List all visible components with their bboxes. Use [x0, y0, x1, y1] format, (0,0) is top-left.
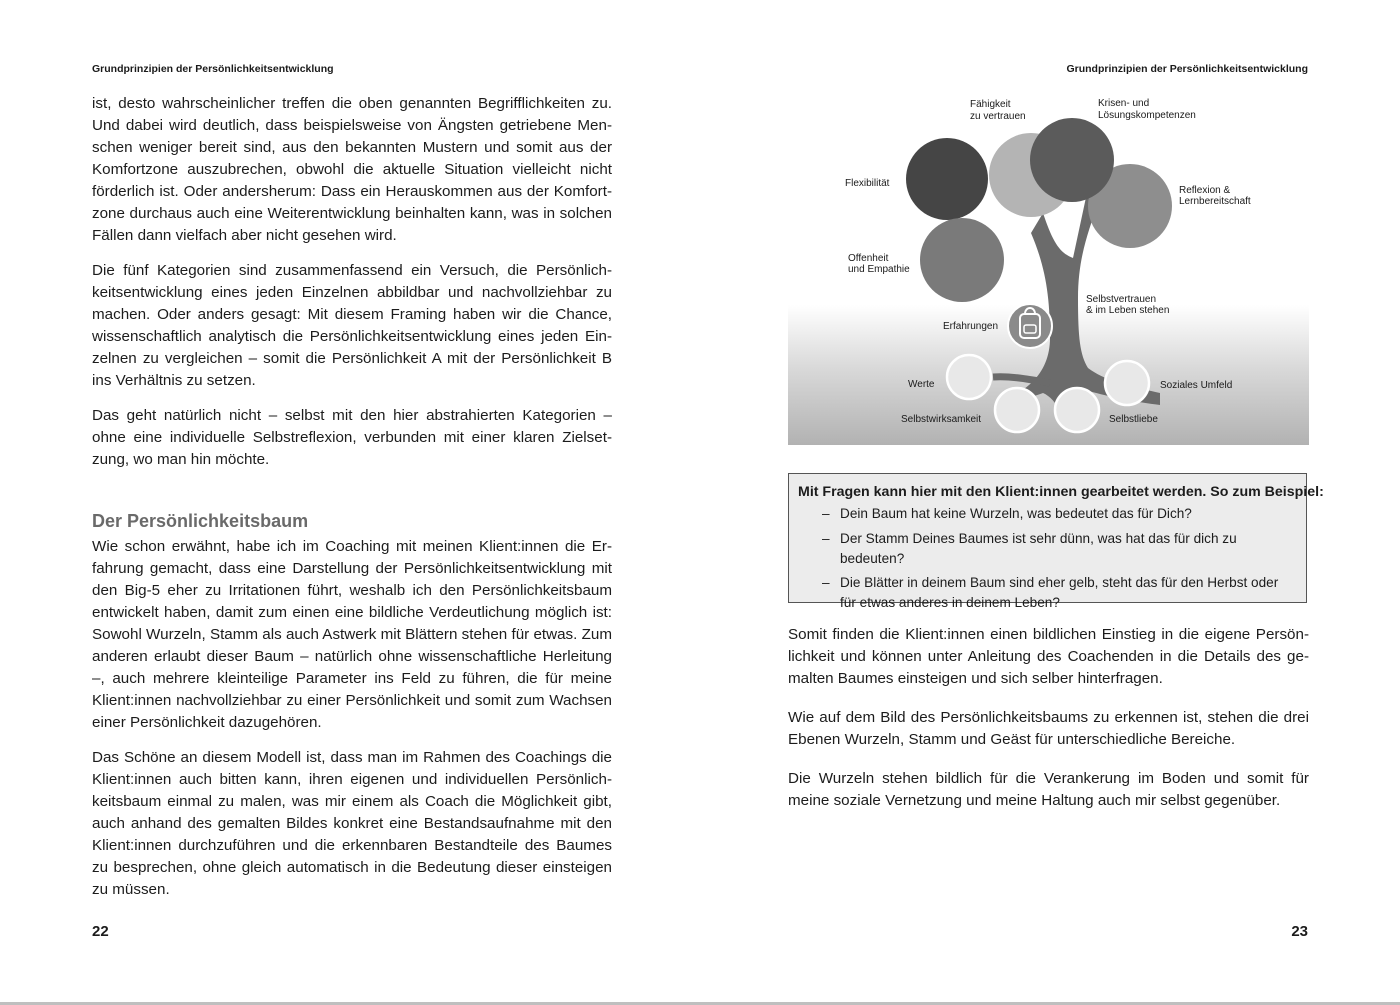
- left-text-column: [92, 93, 612, 914]
- running-head: Grundprinzipien der Persönlichkeitsentwicklung: [1066, 63, 1308, 75]
- label-soziales-umfeld: Soziales Umfeld: [1160, 380, 1233, 391]
- question-box-heading: Mit Fragen kann hier mit den Klient:innen gearbeitet werden. So zum Beispiel:: [798, 484, 1324, 500]
- paragraph: Wie schon erwähnt, habe ich im Coaching mit meinen Klient:innen die Erfahrung gemacht, dass eine Darstellung der Persönlichkeitsentwicklung mit den Big-5 eher zu Irritationen führt, weshalb ich den Persönlichkeitsbaum entwickelt haben, damit zum einen eine bildliche Verdeutlichung möglich ist: Sowohl Wurzeln, Stamm als auch Astwerk mit Blättern stehen für etwas. Zum anderen erlaubt dieser Baum – natürlich ohne wissenschaftliche Herleitung –, auch mehrere kleinteilige Parameter ins Feld zu führen, die für meine Klient:innen nachvollziehbar zu einer Persönlichkeit und somit zum Wachsen einer Persönlichkeit dazugehören.: [92, 538, 612, 731]
- label-werte: Werte: [908, 379, 935, 390]
- personality-tree-figure: [788, 93, 1309, 445]
- label-selbstvertrauen-line2: & im Leben stehen: [1086, 305, 1170, 316]
- label-selbstliebe: Selbstliebe: [1109, 414, 1158, 425]
- root-circle-selbstwirksamkeit: [995, 388, 1039, 432]
- question-item: [798, 573, 1297, 613]
- label-reflexion-line1: Reflexion &: [1179, 185, 1231, 196]
- page-number: 22: [92, 923, 109, 940]
- label-flexibilitaet: Flexibilität: [845, 178, 890, 189]
- label-krisen-line1: Krisen- und: [1098, 98, 1150, 109]
- leaf-circle-krisen: [1030, 118, 1114, 202]
- leaf-circle-offenheit: [920, 218, 1004, 302]
- dash-bullet: –: [822, 506, 830, 521]
- question-text: Dein Baum hat keine Wurzeln, was bedeutet das für Dich?: [840, 506, 1192, 521]
- running-head: Grundprinzipien der Persönlichkeitsentwicklung: [92, 63, 334, 75]
- paragraph: Das geht natürlich nicht – selbst mit den hier abstrahierten Kategorien – ohne eine individuelle Selbstreflexion, verbunden mit einer klaren Zielsetzung, wo man hin möchte.: [92, 407, 612, 468]
- dash-bullet: –: [822, 575, 830, 590]
- question-text: Die Blätter in deinem Baum sind eher gelb, steht das für den Herbst oder für etwas anderes in deinem Leben?: [840, 575, 1279, 610]
- paragraph: Das Schöne an diesem Modell ist, dass man im Rahmen des Coachings die Klient:innen auch bitten kann, ihren eigenen und individuellen Persönlichkeitsbaum einmal zu malen, was mir einem als Coach die Möglichkeit gibt, auch anhand des gemalten Bildes konkret eine Bestandsaufnahme mit den Klient:innen durchzuführen und die erkennbaren Bestandteile des Baumes zu besprechen, ohne gleich automatisch in die Bedeutung dieser einsteigen zu müssen.: [92, 749, 612, 898]
- left-page: [0, 0, 700, 1003]
- label-faehigkeit-line2: zu vertrauen: [970, 111, 1026, 122]
- question-item: [798, 529, 1297, 569]
- question-item: [798, 504, 1297, 524]
- label-selbstvertrauen-line1: Selbstvertrauen: [1086, 294, 1157, 305]
- root-circle-werte: [947, 355, 991, 399]
- paragraph: Die fünf Kategorien sind zusammenfassend ein Versuch, die Persönlichkeitsentwicklung eines jeden Einzelnen abbildbar und nachvollziehbar zu machen. Oder anders gesagt: Mit diesem Framing haben wir die Chance, wissenschaftlich analytisch die Persönlichkeitsentwicklung eines jeden Einzelnen zu vergleichen – somit die Persönlichkeit A mit der Persönlichkeit B ins Verhältnis zu setzen.: [92, 262, 612, 389]
- question-text: Der Stamm Deines Baumes ist sehr dünn, was hat das für dich zu bedeuten?: [840, 530, 1237, 566]
- dash-bullet: –: [822, 530, 830, 546]
- section-heading: Der Persönlichkeitsbaum: [92, 511, 309, 531]
- root-circle-selbstliebe: [1055, 388, 1099, 432]
- label-erfahrungen: Erfahrungen: [943, 321, 999, 332]
- label-reflexion-line2: Lernbereitschaft: [1179, 196, 1251, 207]
- paragraph: ist, desto wahrscheinlicher treffen die oben genannten Begrifflichkeiten zu. Und dabei wird deutlich, dass beispielsweise von Ängsten getriebene Menschen weniger bereit sind, aus den bekannten Mustern und somit aus der Komfortzone auszubrechen, obwohl die aktuelle Situation vielleicht nicht förderlich ist. Oder andersherum: Dass ein Herauskommen aus der Komfortzone durchaus auch eine Weiterentwicklung beinhalten kann, was in solchen Fällen dann vielfach aber nicht gesehen wird.: [92, 95, 612, 244]
- label-offenheit-line2: und Empathie: [848, 264, 910, 275]
- label-offenheit-line1: Offenheit: [848, 253, 889, 264]
- personality-tree-illustration: [788, 93, 1309, 445]
- label-krisen-line2: Lösungskompetenzen: [1098, 110, 1196, 121]
- label-selbstwirksamkeit: Selbstwirksamkeit: [901, 414, 982, 425]
- paragraph: Somit finden die Klient:innen einen bildlichen Einstieg in die eigene Persönlichkeit und können unter Anleitung des Coachenden in die Details des gemalten Baumes einsteigen und sich selber hinterfragen.: [788, 626, 1309, 687]
- right-text-column: [788, 624, 1309, 829]
- page-number: 23: [1291, 923, 1308, 940]
- paragraph: Die Wurzeln stehen bildlich für die Verankerung im Boden und somit für meine soziale Vernetzung und meine Haltung auch mir selbst gegenüber.: [788, 770, 1309, 809]
- paragraph: Wie auf dem Bild des Persönlichkeitsbaums zu erkennen ist, stehen die drei Ebenen Wurzeln, Stamm und Geäst für unterschiedliche Bereiche.: [788, 709, 1309, 748]
- question-list: [798, 504, 1297, 613]
- question-box: [788, 473, 1324, 610]
- leaf-circle-flexibilitaet: [906, 138, 988, 220]
- label-faehigkeit-line1: Fähigkeit: [970, 99, 1011, 110]
- right-page: [700, 0, 1400, 1003]
- backpack-icon: [1008, 304, 1052, 348]
- root-circle-soziales-umfeld: [1105, 361, 1149, 405]
